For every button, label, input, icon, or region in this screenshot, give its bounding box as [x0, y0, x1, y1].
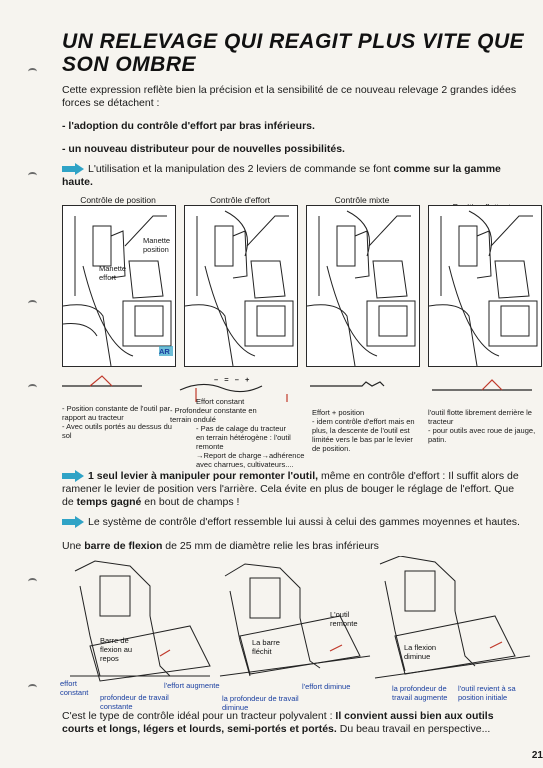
arrow-right-icon: [62, 516, 84, 528]
paragraph-effort-system: [62, 516, 528, 529]
binder-hole: [28, 300, 37, 307]
panel-mixed-control: [306, 205, 420, 367]
paragraph-levers-bold: comme sur la gamme haute.: [62, 163, 501, 188]
binder-hole: [28, 684, 37, 691]
paragraph-single-lever: [62, 470, 528, 509]
lever-position-label: Manette position: [143, 236, 171, 254]
label-bar-rest: Barre de flexion au repos: [100, 636, 133, 663]
note-effort-weight-transfer: →Report de charge→adhérence avec charrues, cultivateurs....: [196, 451, 305, 469]
note-floating-position: l'outil flotte librement derrière le tracteur - pour outils avec roue de jauge, patin.: [428, 408, 536, 444]
soil-profiles-illustration: [62, 368, 532, 402]
paragraph-levers: [62, 163, 527, 189]
panel-caption-mixed: Contrôle mixte: [334, 195, 390, 205]
panel-effort-control: [184, 205, 298, 367]
effort-signs: – = – +: [214, 375, 252, 384]
closing-end: Du beau travail en perspective...: [336, 723, 491, 735]
binder-hole: [28, 384, 37, 391]
panel-caption-position: Contrôle de position: [80, 195, 156, 205]
rear-badge: AR: [159, 347, 170, 356]
binder-hole: [28, 172, 37, 179]
tractor-hitch-illustration: [429, 206, 541, 366]
panel-position-control: [62, 205, 176, 367]
paragraph-flex-bar: [62, 540, 528, 553]
note-mixed-control: Effort + position - idem contrôle d'effort mais en plus, la descente de l'outil est limitée vers le bas par le levier de position.: [312, 408, 415, 453]
label-bar-bend-less: La flexion diminue: [404, 643, 437, 661]
note-effort-depth: - Profondeur constante en terrain ondulé: [170, 406, 257, 424]
page-title: UN RELEVAGE QUI REAGIT PLUS VITE QUE SON OMBRE: [62, 30, 525, 76]
closing-bold: Il convient aussi bien aux outils courts et longs, légers et lourds, semi-portés et portés.: [62, 710, 494, 735]
single-lever-bold: 1 seul levier à manipuler pour remonter l'outil,: [88, 470, 319, 482]
panel-caption-effort: Contrôle d'effort: [209, 195, 271, 205]
tractor-hitch-illustration: [185, 206, 297, 366]
paragraph-levers-text: L'utilisation et la manipulation des 2 leviers de commande se font: [88, 163, 394, 175]
label-depth-increase: la profondeur de travail augmente: [392, 684, 448, 702]
flex-bar-diagrams: [60, 556, 535, 684]
single-lever-text: même en contrôle d'effort : Il suffit alors de ramener le levier de position vers l'arrière. Cela évite en plus de bouger le réglage de l'effort. Que de: [62, 470, 519, 508]
flex-bar-end: de 25 mm de diamètre relie les bras inférieurs: [162, 540, 379, 552]
binder-hole: [28, 68, 37, 75]
closing-paragraph: [62, 710, 528, 736]
closing-text: C'est le type de contrôle idéal pour un tracteur polyvalent :: [62, 710, 336, 722]
page-number: 21: [531, 750, 543, 761]
bullet-distributor: - un nouveau distributeur pour de nouvelles possibilités.: [62, 143, 345, 155]
note-effort-constant-title: Effort constant: [196, 397, 245, 406]
arrow-right-icon: [62, 163, 84, 175]
label-tool-return: l'outil revient à sa position initiale: [458, 684, 516, 702]
flex-bar-pre: Une: [62, 540, 85, 552]
arrow-right-icon: [62, 470, 84, 482]
tractor-hitch-illustration: [63, 206, 175, 366]
note-position-control: - Position constante de l'outil par rapport au tracteur - Avec outils portés au dessus du sol: [62, 404, 172, 440]
label-bar-bent: La barre fléchit: [252, 638, 280, 656]
flex-bar-bold: barre de flexion: [84, 540, 163, 552]
label-tool-up: L'outil remonte: [330, 610, 358, 628]
single-lever-end: en bout de champs !: [141, 496, 240, 508]
effort-system-text: Le système de contrôle d'effort ressemble lui aussi à celui des gammes moyennes et hautes.: [88, 516, 520, 528]
label-effort-constant: effort constant: [60, 679, 89, 697]
binder-hole: [28, 578, 37, 585]
note-effort-no-wedging: - Pas de calage du tracteur en terrain hétérogène : l'outil remonte: [196, 424, 291, 451]
label-depth-decrease: la profondeur de travail diminue: [222, 694, 299, 712]
lever-effort-label: Manette effort: [99, 264, 127, 282]
panel-floating-position: [428, 205, 542, 367]
time-saved-bold: temps gagné: [76, 496, 142, 508]
label-effort-decrease: l'effort diminue: [302, 682, 351, 691]
bullet-effort-control: - l'adoption du contrôle d'effort par bras inférieurs.: [62, 120, 315, 132]
label-effort-increase: l'effort augmente: [164, 681, 220, 690]
label-depth-constant: profondeur de travail constante: [100, 693, 169, 711]
tractor-hitch-illustration: [307, 206, 419, 366]
intro-paragraph: Cette expression reflète bien la précision et la sensibilité de ce nouveau relevage 2 grandes idées forces se détachent :: [62, 84, 517, 109]
